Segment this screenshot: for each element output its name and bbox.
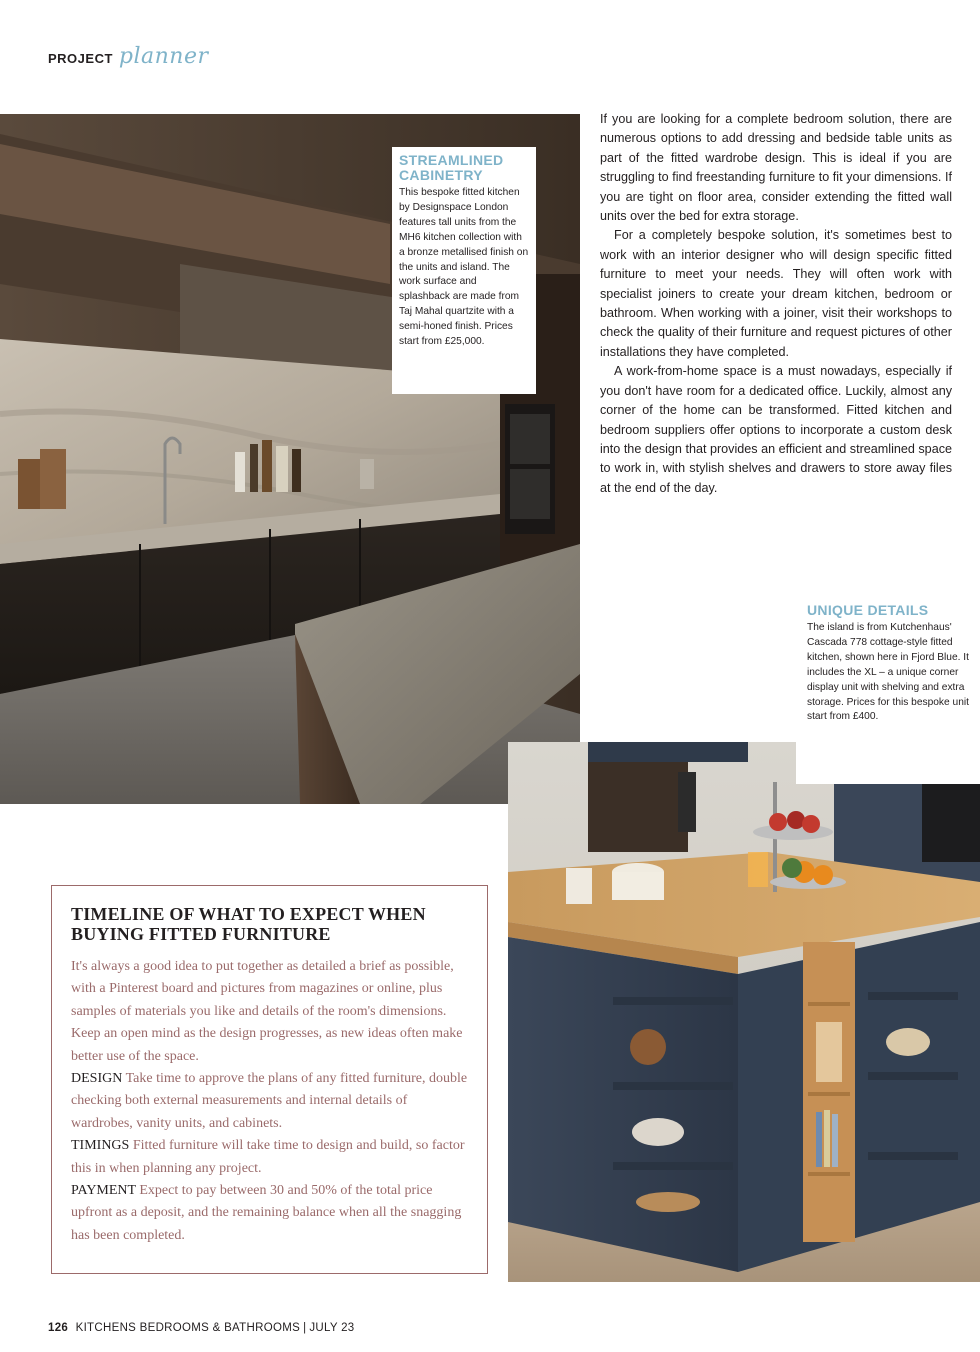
article-paragraph-3: A work-from-home space is a must nowadays, especially if you don't have room for a dedicated office. Luckily, almost any corner of the home can be transformed. Fitted kitchen and bedroom suppliers offer options to incorporate a custom desk into the design that provides an efficient and streamlined space to work in, with stylish shelves and drawers to store away files at the end of the day. [600, 364, 952, 495]
caption-unique-title: UNIQUE DETAILS [807, 602, 929, 618]
caption-streamlined-text: This bespoke fitted kitchen by Designspace London features tall units from the MH6 kitchen collection with a bronze metallised finish on the units and island. The work surface and splashback are made from Taj Mahal quartzite with a semi-honed finish. Prices start from £25,000. [399, 187, 529, 348]
timeline-intro [71, 956, 468, 1247]
article-paragraph-2: For a completely bespoke solution, it's sometimes best to work with an interior designer who will design specific fitted furniture to meet your needs. They will often work with specialist joiners to create your dream kitchen, bedroom or bathroom. When working with a joiner, visit their workshops to check the quality of their furniture and request pictures of other installations they have completed. [600, 228, 952, 359]
magazine-title: KITCHENS BEDROOMS & BATHROOMS [75, 1322, 301, 1334]
page-footer [48, 1322, 355, 1334]
page-number: 126 [48, 1322, 69, 1334]
timeline-title: TIMELINE OF WHAT TO EXPECT WHEN BUYING FITTED FURNITURE [71, 904, 426, 944]
article-paragraph-1: If you are looking for a complete bedroom solution, there are numerous options to add dressing and bedside table units as part of the fitted wardrobe design. This is ideal if you are struggling to find freestanding furniture to fit your dimensions. If you are tight on floor area, consider extending the fitted wall units over the bed for extra storage. [600, 112, 952, 224]
timeline-design-label: DESIGN [71, 1071, 123, 1087]
section-label: PROJECT [48, 51, 113, 66]
caption-streamlined-title: STREAMLINED CABINETRY [399, 152, 504, 183]
section-header [48, 44, 209, 69]
article-column [600, 110, 952, 498]
section-sublabel: planner [118, 44, 209, 69]
issue-date: JULY 23 [309, 1322, 355, 1334]
timeline-box [51, 885, 488, 1274]
kitchen-photo-blue-island [508, 742, 980, 1282]
timeline-timings-text: Fitted furniture will take time to design and build, so factor this in when planning any project. [71, 1138, 465, 1176]
kitchen-photo-blue-island-art [508, 742, 980, 1282]
footer-separator: | [303, 1322, 307, 1334]
caption-unique-text: The island is from Kutchenhaus' Cascada 778 cottage-style fitted kitchen, shown here in Fjord Blue. It includes the XL – a unique corner display unit with shelving and extra storage. Prices for this bespoke unit start from £400. [807, 622, 969, 723]
timeline-intro-text: It's always a good idea to put together as detailed a brief as possible, with a Pinterest board and pictures from magazines or online, plus samples of materials you like and details of the room's dimensions. Keep an open mind as the design progresses, as new ideas often make better use of the space. [71, 959, 463, 1064]
timeline-timings-label: TIMINGS [71, 1138, 130, 1154]
caption-streamlined-cabinetry [392, 147, 536, 394]
timeline-design-text: Take time to approve the plans of any fitted furniture, double checking both external measurements and internal details of wardrobes, vanity units, and cabinets. [71, 1071, 468, 1131]
timeline-payment-text: Expect to pay between 30 and 50% of the total price upfront as a deposit, and the remaining balance when all the snagging has been completed. [71, 1183, 462, 1243]
timeline-payment-label: PAYMENT [71, 1183, 136, 1199]
caption-unique-details [796, 598, 980, 784]
